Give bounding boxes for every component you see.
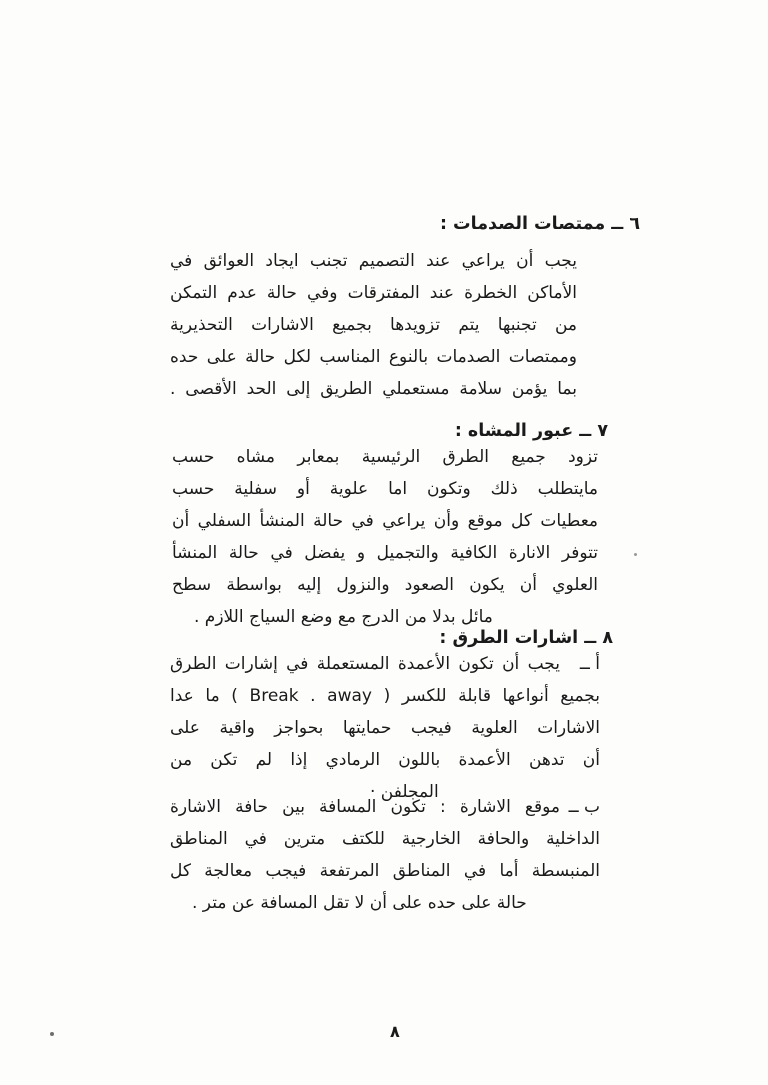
paragraph-line: يجب أن يراعي عند التصميم تجنب ايجاد العوائق في xyxy=(170,251,577,271)
item-line: الداخلية والحافة الخارجية للكتف مترين في المناطق xyxy=(170,829,600,849)
paragraph-line: تتوفر الانارة الكافية والتجميل و يفضل في حالة المنشأ xyxy=(172,543,598,563)
paragraph-line: بما يؤمن سلامة مستعملي الطريق إلى الحد الأقصى . xyxy=(170,379,577,399)
item-line: المنبسطة أما في المناطق المرتفعة فيجب معالجة كل xyxy=(170,861,600,881)
paragraph-line: وممتصات الصدمات بالنوع المناسب لكل حالة على حده xyxy=(170,347,577,367)
item-line: أن تدهن الأعمدة باللون الرمادي إذا لم تكن من xyxy=(170,750,600,770)
paragraph-line: معطيات كل موقع وأن يراعي في حالة المنشأ السفلي أن xyxy=(172,511,598,531)
section-6-paragraph xyxy=(170,245,577,405)
paragraph-line: من تجنبها يتم تزويدها بجميع الاشارات التحذيرية xyxy=(170,315,577,335)
list-item-first-line xyxy=(170,791,600,823)
item-line: الاشارات العلوية فيجب حمايتها بحواجز واقية على xyxy=(170,718,600,738)
page-number: ٨ xyxy=(390,1022,400,1041)
item-line: موقع الاشارة : تكون المسافة بين حافة الاشارة xyxy=(170,797,560,817)
list-item-first-line xyxy=(170,648,600,680)
section-8-heading: ٨ ــ اشارات الطرق : xyxy=(439,628,613,648)
section-8-item-a xyxy=(170,648,600,808)
item-line: حالة على حده على أن لا تقل المسافة عن متر . xyxy=(192,893,527,913)
item-marker-a: أ ــ xyxy=(579,654,600,674)
item-line: يجب أن تكون الأعمدة المستعملة في إشارات الطرق xyxy=(170,654,560,674)
paragraph-line: مائل بدلا من الدرج مع وضع السياج اللازم . xyxy=(194,607,493,627)
item-line: بجميع أنواعها قابلة للكسر ( Break . away ) ما عدا xyxy=(170,686,600,706)
item-line: المجلفن · xyxy=(370,782,439,802)
section-8-item-b xyxy=(170,791,600,919)
section-7-heading: ٧ ــ عبور المشاه : xyxy=(454,421,608,441)
paragraph-line: العلوي أن يكون الصعود والنزول إليه بواسطة سطح xyxy=(172,575,598,595)
paragraph-line: الأماكن الخطرة عند المفترقات وفي حالة عدم التمكن xyxy=(170,283,577,303)
item-marker-b: ب ــ xyxy=(568,797,600,817)
scan-speck xyxy=(634,553,637,556)
scan-speck xyxy=(50,1032,54,1036)
paragraph-line: تزود جميع الطرق الرئيسية بمعابر مشاه حسب xyxy=(172,447,598,467)
paragraph-line: مايتطلب ذلك وتكون اما علوية أو سفلية حسب xyxy=(172,479,598,499)
section-6-heading: ٦ ــ ممتصات الصدمات : xyxy=(439,214,640,234)
section-7-paragraph xyxy=(172,441,598,633)
